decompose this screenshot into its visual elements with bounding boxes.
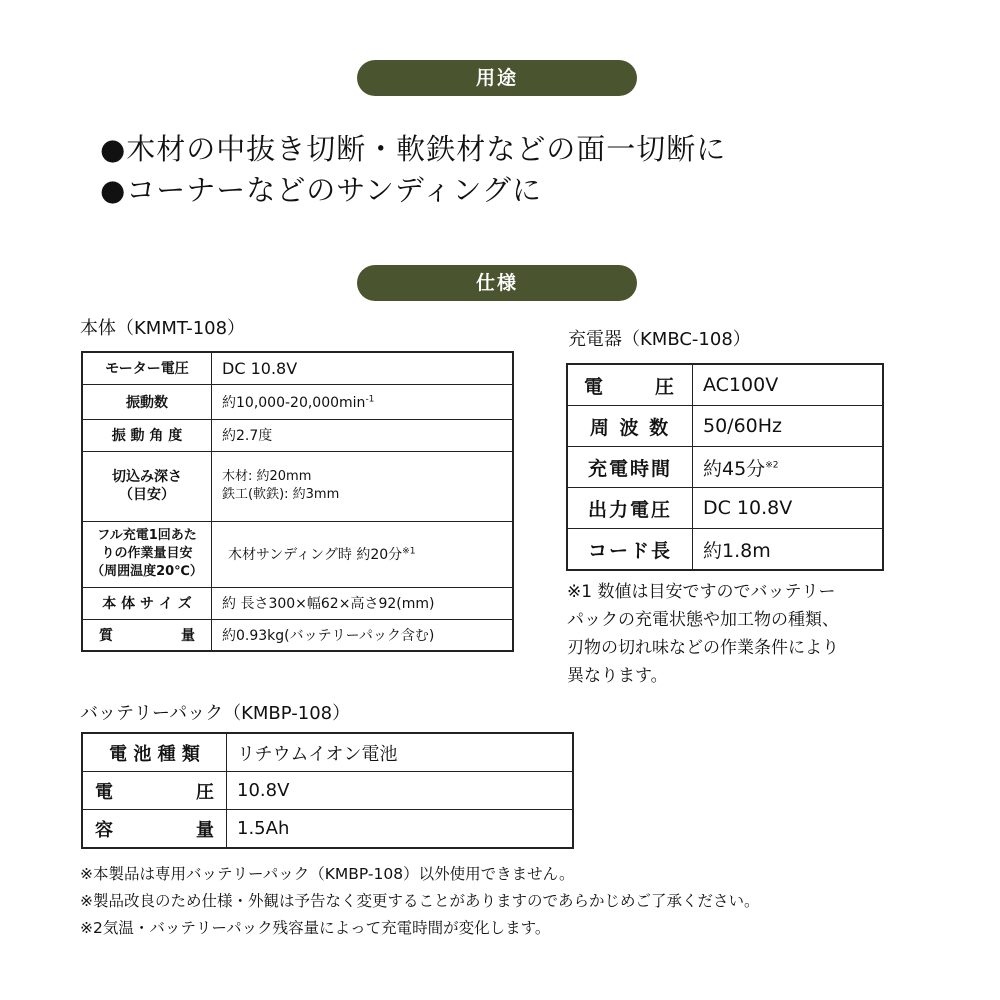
table-row [82, 419, 513, 451]
charger-note [567, 578, 897, 690]
table-row [567, 447, 883, 488]
footer-note: ※本製品は専用バッテリーパック（KMBP-108）以外使用できません。 [80, 865, 575, 883]
spec-label-line: （目安） [119, 487, 175, 503]
table-row [82, 587, 513, 619]
spec-label: 振 動 角 度 [82, 419, 212, 451]
spec-label: 本 体 サ イ ズ [82, 587, 212, 619]
spec-label-char: 量 [181, 627, 195, 644]
table-row [82, 619, 513, 651]
spec-label-char: 容 [95, 819, 113, 841]
spec-value: 50/60Hz [693, 406, 884, 447]
spec-label [82, 451, 212, 521]
note-line: 刃物の切れ味などの作業条件により [567, 638, 839, 658]
table-row [567, 488, 883, 529]
table-row [82, 772, 573, 810]
spec-label [82, 619, 212, 651]
table-row [567, 364, 883, 406]
spec-label [82, 521, 212, 587]
spec-label-char: 圧 [196, 781, 214, 803]
footer-note: ※製品改良のため仕様・外観は予告なく変更することがありますのであらかじめご了承ください。 [80, 892, 760, 910]
spec-label: モーター電圧 [82, 352, 212, 384]
spec-value: 約1.8m [693, 529, 884, 571]
spec-label: コード長 [567, 529, 693, 571]
spec-label-char: 量 [196, 819, 214, 841]
spec-label-char: 電 [95, 781, 113, 803]
battery-spec-table [81, 732, 574, 849]
table-row [82, 384, 513, 419]
spec-value: 約2.7度 [212, 419, 514, 451]
spec-value-text: 約10,000-20,000min [222, 394, 366, 411]
main-unit-caption: 本体（KMMT-108） [80, 318, 246, 339]
table-row [82, 451, 513, 521]
charger-spec-table [566, 363, 884, 571]
table-row [82, 521, 513, 587]
battery-caption: バッテリーパック（KMBP-108） [80, 703, 351, 724]
spec-label-char: 圧 [654, 375, 676, 398]
spec-label: 周 波 数 [567, 406, 693, 447]
spec-value: AC100V [693, 364, 884, 406]
spec-value-sup: ※1 [402, 546, 416, 557]
spec-value: 10.8V [227, 772, 574, 810]
spec-value: リチウムイオン電池 [227, 733, 574, 772]
spec-value: 1.5Ah [227, 810, 574, 849]
spec-value: DC 10.8V [212, 352, 514, 384]
spec-label [567, 364, 693, 406]
usage-section-header: 用途 [357, 60, 637, 96]
spec-value: DC 10.8V [693, 488, 884, 529]
spec-value-text: 木材サンディング時 約20分 [228, 547, 403, 563]
note-line: パックの充電状態や加工物の種類、 [567, 610, 839, 630]
table-row [82, 733, 573, 772]
spec-section-header: 仕様 [357, 265, 637, 301]
note-line: 異なります。 [567, 666, 668, 686]
table-row [567, 406, 883, 447]
note-line: ※1 数値は目安ですのでバッテリー [567, 582, 836, 602]
spec-value-sup: -1 [365, 393, 375, 404]
spec-label: 振動数 [82, 384, 212, 419]
spec-label-line: りの作業量目安 [101, 546, 193, 561]
spec-value-text: 約45分 [703, 457, 766, 480]
usage-item-sanding: ●コーナーなどのサンディングに [100, 173, 542, 207]
spec-value [212, 521, 514, 587]
table-row [567, 529, 883, 571]
spec-label-line: （周囲温度20℃） [91, 564, 203, 579]
spec-value-line: 鉄工(軟鉄): 約3mm [222, 487, 340, 502]
spec-value: 約0.93kg(バッテリーパック含む) [212, 619, 514, 651]
spec-value [212, 451, 514, 521]
spec-label: 出力電圧 [567, 488, 693, 529]
spec-label-line: フル充電1回あた [97, 528, 197, 543]
spec-value-sup: ※2 [765, 460, 779, 471]
spec-label-char: 質 [99, 627, 113, 644]
table-row [82, 810, 573, 849]
footer-note: ※2気温・バッテリーパック残容量によって充電時間が変化します。 [80, 919, 551, 937]
spec-value: 約 長さ300×幅62×高さ92(mm) [212, 587, 514, 619]
main-unit-spec-table [81, 351, 514, 652]
footer-notes [80, 861, 960, 942]
usage-item-cutting: ●木材の中抜き切断・軟鉄材などの面一切断に [100, 132, 727, 166]
spec-value [693, 447, 884, 488]
spec-value-line: 木材: 約20mm [222, 469, 312, 484]
spec-label-line: 切込み深さ [112, 469, 182, 485]
spec-label: 電 池 種 類 [82, 733, 227, 772]
spec-value [212, 384, 514, 419]
spec-label-char: 電 [584, 375, 606, 398]
spec-label [82, 810, 227, 849]
table-row [82, 352, 513, 384]
spec-label: 充電時間 [567, 447, 693, 488]
charger-caption: 充電器（KMBC-108） [568, 329, 751, 350]
spec-label [82, 772, 227, 810]
